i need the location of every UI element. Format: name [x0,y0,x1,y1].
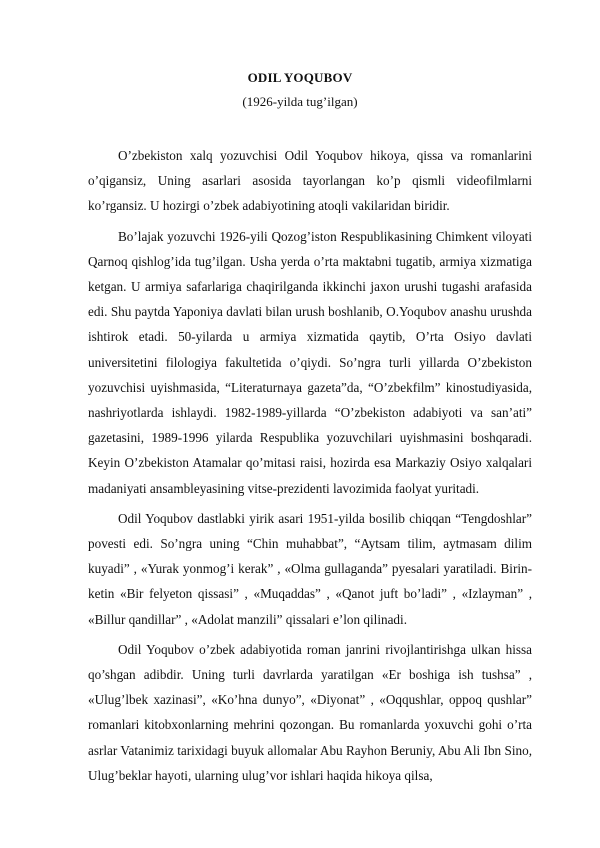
paragraph-novels: Odil Yoqubov o’zbek adabiyotida roman janrini rivojlantirishga ulkan hissa qo’shgan adibdir. Uning turli davrlarda yaratilgan «Er boshiga ish tushsa” , «Ulug’lbek xazinasi”, «Ko’hna dunyo”, «Diyonat” , «Oqqushlar, oppoq qushlar” romanlari kitobxonlarning mehrini qozongan. Bu romanlarda yoxuvchi gohi o’rta asrlar Vatanimiz tarixidagi buyuk allomalar Abu Rayhon Beruniy, Abu Ali Ibn Sino, Ulug’beklar hayoti, ularning ulug’vor ishlari haqida hikoya qilsa, [88,641,532,783]
body-text [88,143,532,793]
page-subtitle: (1926-yilda tug’ilgan) [242,94,358,109]
paragraph-intro: O’zbekiston xalq yozuvchisi Odil Yoqubov hikoya, qissa va romanlarini o’qigansiz, Uning asarlari asosida tayorlangan ko’p qismli videofilmlarni ko’rgansiz. U hozirgi o’zbek adabiyotining atoqli vakilaridan biridir. [88,148,532,214]
page-title: ODIL YOQUBOV [247,70,353,85]
paragraph-early-works: Odil Yoqubov dastlabki yirik asari 1951-yilda bosilib chiqqan “Tengdoshlar” povesti edi. So’ngra uning “Chin muhabbat”, “Aytsam tilim, aytmasam dilim kuyadi” , «Yurak yonmog’i kerak” , «Olma gullaganda” pyesalari yaratiladi. Birin-ketin «Bir felyeton qissasi” , «Muqaddas” , «Qanot juft bo’ladi” , «Izlayman” , «Billur qandillar” , «Adolat manzili” qissalari e’lon qilinadi. [88,510,532,627]
paragraph-biography: Bo’lajak yozuvchi 1926-yili Qozog’iston Respublikasining Chimkent viloyati Qarnoq qishlog’ida tug’ilgan. Usha yerda o’rta maktabni tugatib, armiya xizmatiga ketgan. U armiya safarlariga chaqirilganda ikkinchi jaxon urushi tugashi arafasida edi. Shu paytda Yaponiya davlati bilan urush boshlanib, O.Yoqubov anashu urushda ishtirok etadi. 50-yilarda u armiya xizmatida qaytib, O’rta Osiyo davlati universitetini filologiya fakultetida o’qiydi. So’ngra turli yillarda O’zbekiston yozuvchisi uyishmasida, “Literaturnaya gazeta”da, “O’zbekfilm” kinostudiyasida, nashriyotlarda ishlaydi. 1982-1989-yillarda “O’zbekiston adabiyoti va san’ati” gazetasini, 1989-1996 yilarda Respublika yozuvchilari uyishmasini boshqaradi. Keyin O’zbekiston Atamalar qo’mitasi raisi, hozirda esa Markaziy Osiyo xalqalari madaniyati ansambleyasining vitse-prezidenti lavozimida faolyat yuritadi. [88,228,532,496]
